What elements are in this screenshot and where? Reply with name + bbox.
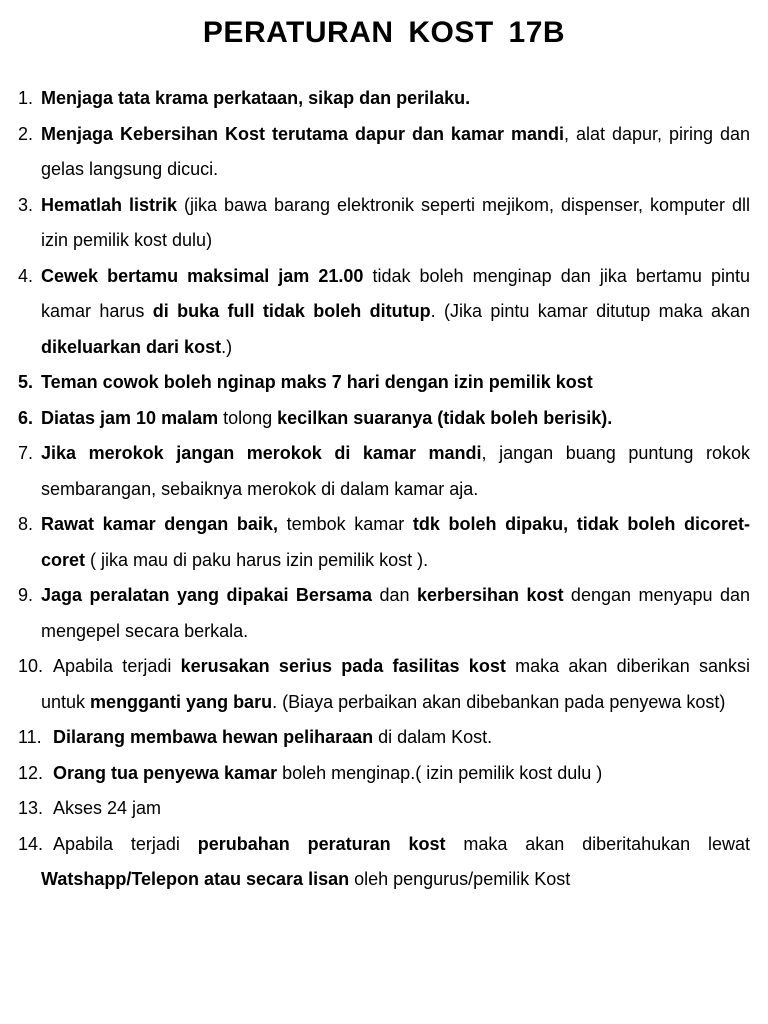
rule-text-bold: Hematlah listrik xyxy=(41,194,178,215)
rule-text-bold: tdk boleh dipaku, tidak boleh dicoret-coret xyxy=(41,514,750,570)
rule-item xyxy=(18,578,750,649)
rule-text-regular: , jangan buang puntung rokok sembarangan, sebaiknya merokok di dalam kamar aja. xyxy=(41,443,750,499)
rule-text-regular: maka akan diberitahukan lewat xyxy=(445,833,751,854)
rule-text xyxy=(53,763,602,783)
rule-number: 12. xyxy=(18,762,44,783)
rule-item xyxy=(18,827,750,898)
rule-text-regular: ( jika mau di paku harus izin pemilik kost ). xyxy=(85,549,429,570)
rule-text xyxy=(41,834,750,890)
rule-number: 1. xyxy=(18,88,34,108)
rule-text-bold: perubahan peraturan kost xyxy=(197,833,446,854)
rule-text-bold: Rawat kamar dengan baik, xyxy=(41,514,278,534)
rule-text xyxy=(41,124,750,180)
rule-number: 7. xyxy=(18,443,34,463)
rule-text-bold: Menjaga tata krama perkataan, sikap dan perilaku. xyxy=(41,88,471,108)
rule-text-regular: tolong xyxy=(218,407,278,428)
rule-text-bold: kerusakan serius pada fasilitas kost xyxy=(180,656,506,676)
rule-text-bold: di buka full tidak boleh ditutup xyxy=(152,301,431,321)
rule-text xyxy=(41,372,593,392)
rule-number: 9. xyxy=(18,585,34,605)
rule-text-regular: Apabila terjadi xyxy=(53,833,198,854)
rule-number: 4. xyxy=(18,265,34,286)
rule-text-regular: di dalam Kost. xyxy=(373,727,493,747)
rule-text-regular: (jika bawa barang elektronik seperti mejikom, dispenser, komputer dll izin pemilik kost dulu) xyxy=(41,194,750,250)
rule-text xyxy=(41,408,612,428)
rule-item xyxy=(18,756,750,792)
rule-number: 11. xyxy=(18,727,42,747)
rule-text xyxy=(41,514,750,570)
rule-text-bold: mengganti yang baru xyxy=(90,691,273,712)
rule-text-bold: Watshapp/Telepon atau secara lisan xyxy=(41,869,350,889)
rule-item xyxy=(18,507,750,578)
rule-text-regular: .) xyxy=(221,336,233,357)
rule-number: 14. xyxy=(18,833,44,854)
rule-item xyxy=(18,259,750,366)
rule-text-regular: maka akan diberikan sanksi untuk xyxy=(41,656,751,712)
rule-number: 8. xyxy=(18,514,34,534)
rule-text-bold: Jaga peralatan yang dipakai Bersama xyxy=(41,585,372,605)
rule-item xyxy=(18,401,750,437)
rule-item xyxy=(18,81,750,117)
rule-text xyxy=(41,266,750,357)
rule-number: 10. xyxy=(18,656,44,676)
rule-text xyxy=(41,88,470,108)
rule-text xyxy=(41,585,750,641)
rule-text-regular: , alat dapur, piring dan gelas langsung dicuci. xyxy=(41,123,750,179)
rule-text-bold: Teman cowok boleh nginap maks 7 hari dengan izin pemilik kost xyxy=(41,372,593,392)
rule-item xyxy=(18,720,750,756)
rule-text-bold: Menjaga Kebersihan Kost terutama dapur dan kamar mandi xyxy=(41,123,564,144)
rule-number: 2. xyxy=(18,123,34,144)
rule-text-regular: oleh pengurus/pemilik Kost xyxy=(349,869,571,889)
rule-text-regular: . (Jika pintu kamar ditutup maka akan xyxy=(430,301,750,321)
rule-number: 3. xyxy=(18,194,34,215)
rule-text-bold: dikeluarkan dari kost xyxy=(41,336,222,357)
rules-list xyxy=(18,81,750,898)
rule-item xyxy=(18,436,750,507)
rule-text-bold: Diatas jam 10 malam xyxy=(41,407,219,428)
rule-text-regular: dan xyxy=(371,585,417,605)
rule-text xyxy=(41,443,750,499)
rule-item xyxy=(18,791,750,827)
rule-text xyxy=(41,656,750,712)
rule-text-bold: Cewek bertamu maksimal jam 21.00 xyxy=(41,265,364,286)
rule-number: 5. xyxy=(18,372,34,392)
rule-text-bold: kerbersihan kost xyxy=(416,585,564,605)
rule-text xyxy=(53,798,161,818)
rule-text xyxy=(53,727,492,747)
rule-text-bold: Jika merokok jangan merokok di kamar mandi xyxy=(41,443,482,463)
rule-text-regular: Apabila terjadi xyxy=(53,656,181,676)
rule-item xyxy=(18,649,750,720)
rule-number: 13. xyxy=(18,798,44,818)
rule-item xyxy=(18,117,750,188)
rule-text-bold: Dilarang membawa hewan peliharaan xyxy=(53,727,374,747)
rule-text-bold: Orang tua penyewa kamar xyxy=(53,762,278,783)
document-title: PERATURAN KOST 17B xyxy=(202,16,566,49)
rule-text-bold: kecilkan suaranya (tidak boleh berisik). xyxy=(277,407,613,428)
rule-text-regular: . (Biaya perbaikan akan dibebankan pada penyewa kost) xyxy=(272,691,726,712)
rule-text-regular: tidak boleh menginap dan jika bertamu pintu kamar harus xyxy=(41,265,751,321)
rule-text-regular: tembok kamar xyxy=(277,514,413,534)
rule-text xyxy=(41,195,750,251)
rule-item xyxy=(18,365,750,401)
rule-item xyxy=(18,188,750,259)
rule-text-regular: dengan menyapu dan mengepel secara berkala. xyxy=(41,585,750,641)
rule-number: 6. xyxy=(18,407,34,428)
rule-text-regular: boleh menginap.( izin pemilik kost dulu ) xyxy=(277,762,603,783)
rule-text-regular: Akses 24 jam xyxy=(53,798,162,818)
